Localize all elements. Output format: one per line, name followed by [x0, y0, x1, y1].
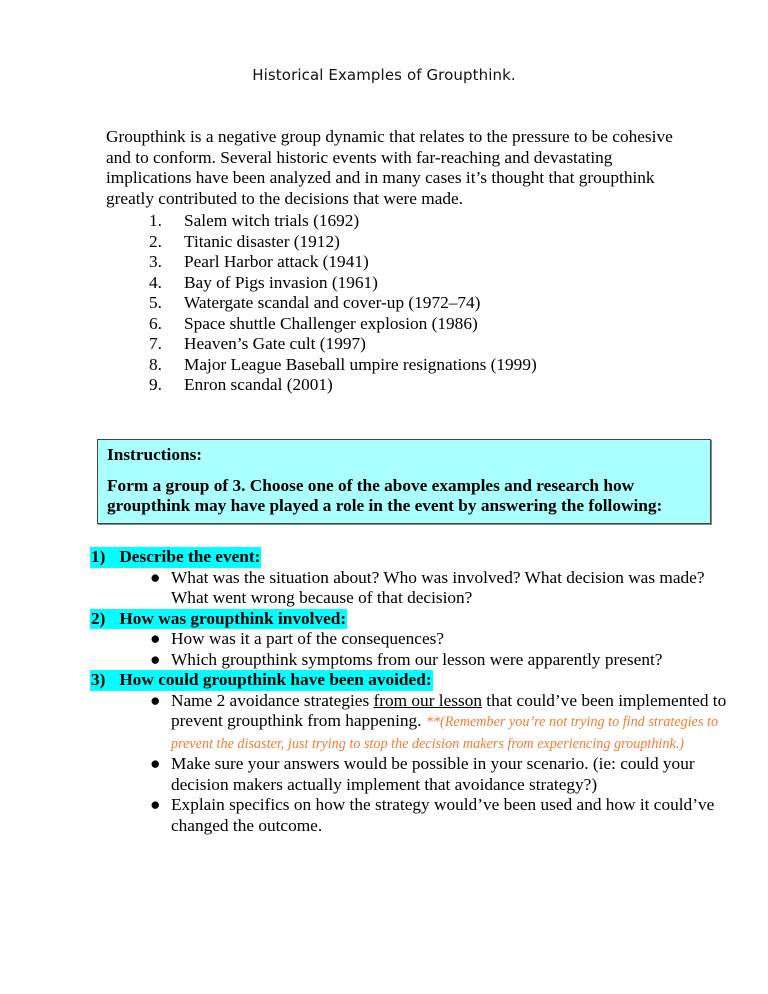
list-item [146, 232, 537, 253]
list-number: 1. [149, 211, 162, 230]
bullet-text: Explain specifics on how the strategy would’ve been used and how it could’ve changed the outcome. [171, 795, 715, 835]
question-heading-text: How could groupthink have been avoided: [119, 670, 432, 689]
list-item [146, 334, 537, 355]
list-item [146, 252, 537, 273]
examples-list [146, 211, 537, 396]
list-number: 9. [149, 375, 162, 394]
question-1 [90, 547, 730, 609]
bullet-icon: ● [150, 754, 161, 773]
bullet-text: Make sure your answers would be possible in your scenario. (ie: could your decision makers actually implement that avoidance strategy?) [171, 754, 695, 794]
list-item-text: Enron scandal (2001) [184, 375, 333, 394]
question-number: 2) [91, 608, 106, 628]
bullet-list [90, 691, 730, 837]
bullet-icon: ● [150, 567, 161, 587]
questions-section [90, 547, 730, 836]
bullet-item [90, 691, 730, 755]
list-item-text: Pearl Harbor attack (1941) [184, 252, 369, 271]
instructions-heading: Instructions: [107, 445, 203, 464]
list-item-text: Heaven’s Gate cult (1997) [184, 334, 366, 353]
list-number: 7. [149, 334, 162, 353]
page-title: Historical Examples of Groupthink. [252, 66, 516, 84]
question-heading [90, 547, 261, 568]
list-number: 4. [149, 272, 162, 292]
list-number: 5. [149, 293, 162, 312]
question-heading-text: Describe the event: [119, 547, 261, 566]
list-number: 2. [149, 231, 162, 251]
intro-paragraph: Groupthink is a negative group dynamic that relates to the pressure to be cohesive and to conform. Several historic events with far-reaching and devastating implications have been analyzed and in many cases it’s thought that groupthink greatly contributed to the decisions that were made. [106, 127, 673, 208]
list-item [146, 375, 537, 396]
bullet-text-post: that could’ve been implemented to prevent groupthink from happening. [171, 690, 727, 730]
list-item [146, 211, 537, 232]
bullet-item [90, 629, 730, 650]
list-item-text: Watergate scandal and cover-up (1972–74) [184, 293, 481, 312]
list-item-text: Space shuttle Challenger explosion (1986) [184, 313, 478, 333]
bullet-text-pre: Name 2 avoidance strategies [171, 690, 374, 710]
bullet-list [90, 629, 730, 670]
list-number: 8. [149, 354, 162, 374]
question-number: 1) [91, 547, 106, 566]
list-item-text: Salem witch trials (1692) [184, 211, 360, 230]
list-number: 6. [149, 313, 162, 333]
bullet-text: How was it a part of the consequences? [171, 629, 445, 648]
bullet-list [90, 568, 730, 609]
list-item [146, 314, 537, 335]
question-2 [90, 609, 730, 671]
question-3 [90, 670, 730, 836]
bullet-text: What was the situation about? Who was involved? What decision was made? What went wrong because of that decision? [171, 567, 705, 607]
list-item [146, 355, 537, 376]
instructions-box [97, 439, 711, 524]
list-item-text: Bay of Pigs invasion (1961) [184, 272, 378, 292]
list-item [146, 293, 537, 314]
list-item-text: Titanic disaster (1912) [184, 231, 340, 251]
list-item-text: Major League Baseball umpire resignations (1999) [184, 354, 537, 374]
bullet-icon: ● [150, 795, 161, 814]
bullet-icon: ● [150, 629, 161, 648]
list-number: 3. [149, 252, 162, 271]
bullet-item [90, 754, 730, 795]
bullet-icon: ● [150, 690, 161, 710]
instructions-body: Form a group of 3. Choose one of the above examples and research how groupthink may have played a role in the event by answering the following: [107, 475, 663, 516]
underlined-text: from our lesson [373, 690, 482, 710]
question-heading [90, 609, 347, 630]
bullet-text: Which groupthink symptoms from our lesson were apparently present? [171, 649, 663, 669]
list-item [146, 273, 537, 294]
bullet-item [90, 650, 730, 671]
question-number: 3) [91, 670, 106, 689]
question-heading-text: How was groupthink involved: [119, 608, 347, 628]
question-heading [90, 670, 433, 691]
bullet-icon: ● [150, 649, 161, 669]
bullet-item [90, 795, 730, 836]
bullet-item [90, 568, 730, 609]
reminder-note: **(Remember you’re not trying to find strategies to prevent the disaster, just trying to stop the decision makers from experiencing groupthink.) [171, 714, 719, 752]
